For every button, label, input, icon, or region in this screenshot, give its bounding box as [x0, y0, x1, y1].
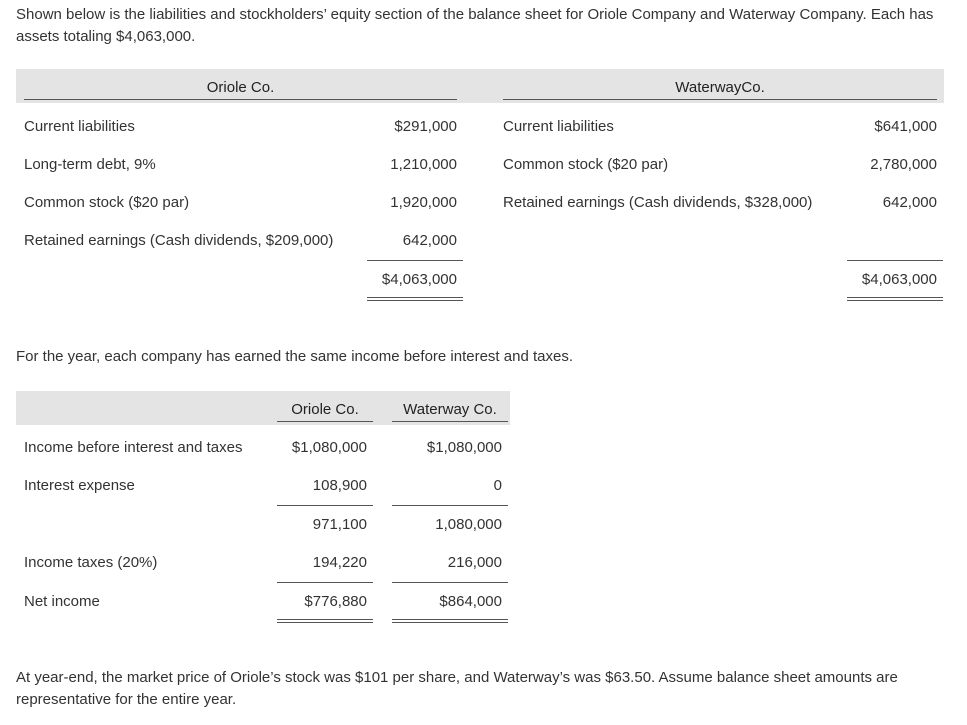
- waterway-row-value: $641,000: [874, 118, 937, 135]
- income-row-label: Income taxes (20%): [24, 554, 158, 571]
- waterway-header: WaterwayCo.: [675, 79, 765, 96]
- waterway-row-label: Retained earnings (Cash dividends, $328,000): [503, 194, 813, 211]
- oriole-row-label: Long-term debt, 9%: [24, 156, 156, 173]
- income-col-waterway-header: Waterway Co.: [403, 401, 497, 418]
- income-oriole-rule-1: [277, 505, 373, 506]
- income-row-oriole-value: 108,900: [312, 477, 367, 494]
- income-row-waterway-value: $864,000: [439, 593, 502, 610]
- income-row-oriole-value: $776,880: [304, 593, 367, 610]
- income-row-waterway-value: 1,080,000: [435, 516, 502, 533]
- waterway-row-value: 2,780,000: [870, 156, 937, 173]
- oriole-row-value: $291,000: [394, 118, 457, 135]
- income-col-oriole-rule: [277, 421, 373, 422]
- oriole-total: $4,063,000: [381, 271, 457, 288]
- oriole-subtotal-rule: [367, 260, 463, 261]
- income-row-waterway-value: $1,080,000: [426, 439, 502, 456]
- oriole-total-double-rule: [367, 297, 463, 301]
- waterway-header-rule: [503, 99, 937, 100]
- waterway-total-double-rule: [847, 297, 943, 301]
- intro-paragraph: Shown below is the liabilities and stockholders’ equity section of the balance sheet for Oriole Company and Waterway Company. Each has assets totaling $4,063,000.: [16, 6, 934, 45]
- income-waterway-double-rule: [392, 619, 508, 623]
- income-row-waterway-value: 216,000: [447, 554, 502, 571]
- oriole-row-value: 1,920,000: [390, 194, 457, 211]
- income-col-oriole-header: Oriole Co.: [291, 401, 359, 418]
- income-waterway-rule-2: [392, 582, 508, 583]
- oriole-header-rule: [24, 99, 457, 100]
- income-oriole-rule-2: [277, 582, 373, 583]
- income-row-label: Interest expense: [24, 477, 135, 494]
- oriole-row-value: 642,000: [402, 232, 457, 249]
- outro-paragraph: At year-end, the market price of Oriole’s stock was $101 per share, and Waterway’s was $63.50. Assume balance sheet amounts are representative for the entire year.: [16, 669, 898, 708]
- waterway-total: $4,063,000: [861, 271, 937, 288]
- mid-paragraph: For the year, each company has earned the same income before interest and taxes.: [16, 348, 573, 365]
- income-oriole-double-rule: [277, 619, 373, 623]
- waterway-subtotal-rule: [847, 260, 943, 261]
- income-waterway-rule-1: [392, 505, 508, 506]
- waterway-row-label: Common stock ($20 par): [503, 156, 669, 173]
- oriole-row-label: Current liabilities: [24, 118, 135, 135]
- oriole-row-label: Retained earnings (Cash dividends, $209,000): [24, 232, 334, 249]
- income-row-oriole-value: 971,100: [312, 516, 367, 533]
- income-row-label: Income before interest and taxes: [24, 439, 243, 456]
- oriole-row-label: Common stock ($20 par): [24, 194, 190, 211]
- income-row-label: Net income: [24, 593, 100, 610]
- income-row-oriole-value: $1,080,000: [291, 439, 367, 456]
- income-row-waterway-value: 0: [493, 477, 502, 494]
- waterway-row-value: 642,000: [882, 194, 937, 211]
- oriole-row-value: 1,210,000: [390, 156, 457, 173]
- oriole-header: Oriole Co.: [206, 79, 275, 96]
- waterway-row-label: Current liabilities: [503, 118, 614, 135]
- income-col-waterway-rule: [392, 421, 508, 422]
- income-row-oriole-value: 194,220: [312, 554, 367, 571]
